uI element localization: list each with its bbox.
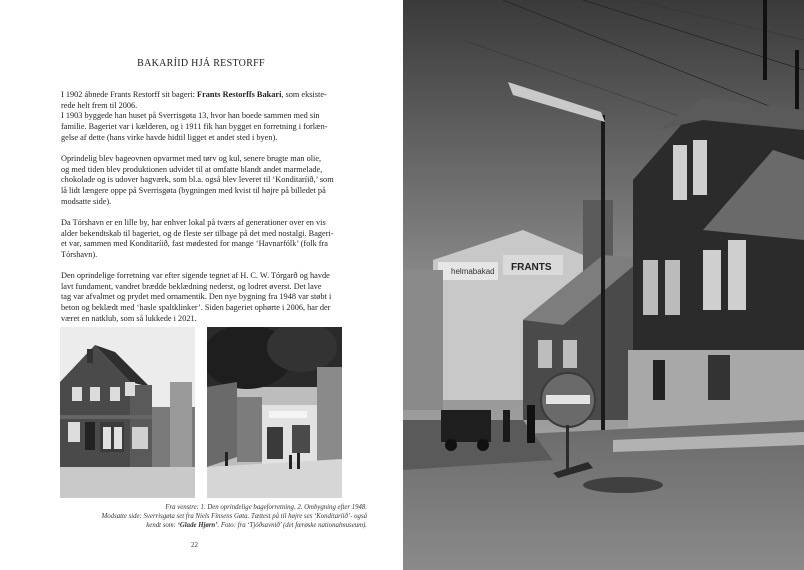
text-run: og med tiden blev produktionen udvidet til at omfatte blandt andet marmelade, xyxy=(61,164,323,174)
caption-line: Modsatte side: Sverrisgøta set fra Niels Finsens Gøta. Tættest på til højre ses ‘Konditaríið’- også xyxy=(101,512,367,520)
caption-line: Fra venstre: 1. Den oprindelige bageforretning, 2. Ombygning efter 1948. xyxy=(165,504,367,511)
text-line xyxy=(61,282,344,293)
photo-original-bakery xyxy=(60,327,195,498)
text-line xyxy=(61,165,344,176)
text-line xyxy=(61,271,344,282)
text-line xyxy=(61,218,344,229)
text-line xyxy=(61,250,344,261)
text-line xyxy=(61,314,344,325)
text-line xyxy=(61,154,344,165)
photo-caption xyxy=(60,504,367,530)
text-run: , som eksiste- xyxy=(281,90,327,99)
building-sign-text: helmabakad xyxy=(451,267,495,276)
text-run: gelse af dette (hans virke havde hidtil ligget et andet sted i byen). xyxy=(61,132,278,142)
text-run: tag var afvalmet og prydet med ornamentik. Den nye bygning fra 1948 var støbt i xyxy=(61,292,332,302)
caption-line xyxy=(60,522,367,531)
body-paragraph xyxy=(61,154,344,208)
text-run: modsatte side). xyxy=(61,196,112,206)
text-line xyxy=(61,197,344,208)
building-sign-text: FRANTS xyxy=(511,262,552,273)
text-run: beton og beklædt med ‘hasle spaltklinker’. Siden bageriet ophørte i 2006, har der xyxy=(61,303,331,313)
text-run: I 1903 byggede han huset på Sverrisgøta 13, hvor han boede sammen med sin xyxy=(61,111,320,121)
text-run: familie. Bageriet var i kælderen, og i 1911 fik han bygget en forretning i forlæn- xyxy=(61,122,328,132)
text-line xyxy=(61,122,344,133)
street-photo-sverrisgota xyxy=(403,0,804,570)
text-run: et var, sammen med Konditaríið, fast mødested for mange ‘Havnarfólk’ (folk fra xyxy=(61,239,328,249)
text-run: chokolade og is udover bagværk, som bl.a. også blev leveret til ‘Konditaríið,’ som xyxy=(61,175,334,185)
text-line xyxy=(61,175,344,186)
text-line xyxy=(61,303,344,314)
text-line xyxy=(61,229,344,240)
text-line xyxy=(61,111,344,122)
text-line xyxy=(61,239,344,250)
text-line xyxy=(61,186,344,197)
page-title: BAKARÍID HJÁ RESTORFF xyxy=(137,58,265,69)
bakery-name: Frants Restorffs Bakari xyxy=(197,90,282,99)
text-line xyxy=(61,101,344,112)
text-run: Den oprindelige forretning var efter sigende tegnet af H. C. W. Tórgarð og havde xyxy=(61,271,330,281)
body-paragraph xyxy=(61,271,344,325)
caption-emphasis: ‘Glade Hjørn’ xyxy=(177,521,218,529)
text-line xyxy=(61,133,344,144)
text-run: lavt fundament, vandret brædde beklædning nederst, og lodret øverst. Det lave xyxy=(61,281,322,291)
text-run: lå lidt længere oppe på Sverrisgøta (bygningen med kvist til højre på billedet på xyxy=(61,186,326,196)
caption-text: . Foto: fra ‘Tjóðsavnið’ (det færøske nationalmuseum). xyxy=(217,521,367,529)
body-text xyxy=(61,90,344,335)
text-run: rede helt frem til 2006. xyxy=(61,100,138,110)
text-run: Da Tórshavn er en lille by, har enhver lokal på tværs af generationer over en vis xyxy=(61,217,326,227)
text-line xyxy=(61,292,344,303)
text-run: været en natklub, som så lukkede i 2021. xyxy=(61,313,197,323)
page-number: 22 xyxy=(191,541,198,549)
text-run: alder bekendtskab til bageriet, og de fleste ser tilbage på det med nostalgi. Bageri- xyxy=(61,228,334,238)
text-run: Tórshavn). xyxy=(61,249,98,259)
text-line xyxy=(61,90,344,101)
caption-text: kendt som: xyxy=(146,521,178,529)
text-run: Oprindelig blev bageovnen opvarmet med tørv og kul, senere brugte man olie, xyxy=(61,153,322,163)
text-run: I 1902 ábnede Frants Restorff sit bageri: xyxy=(61,90,198,99)
body-paragraph xyxy=(61,218,344,261)
body-paragraph xyxy=(61,90,344,144)
photo-rebuilt-bakery xyxy=(207,327,342,498)
